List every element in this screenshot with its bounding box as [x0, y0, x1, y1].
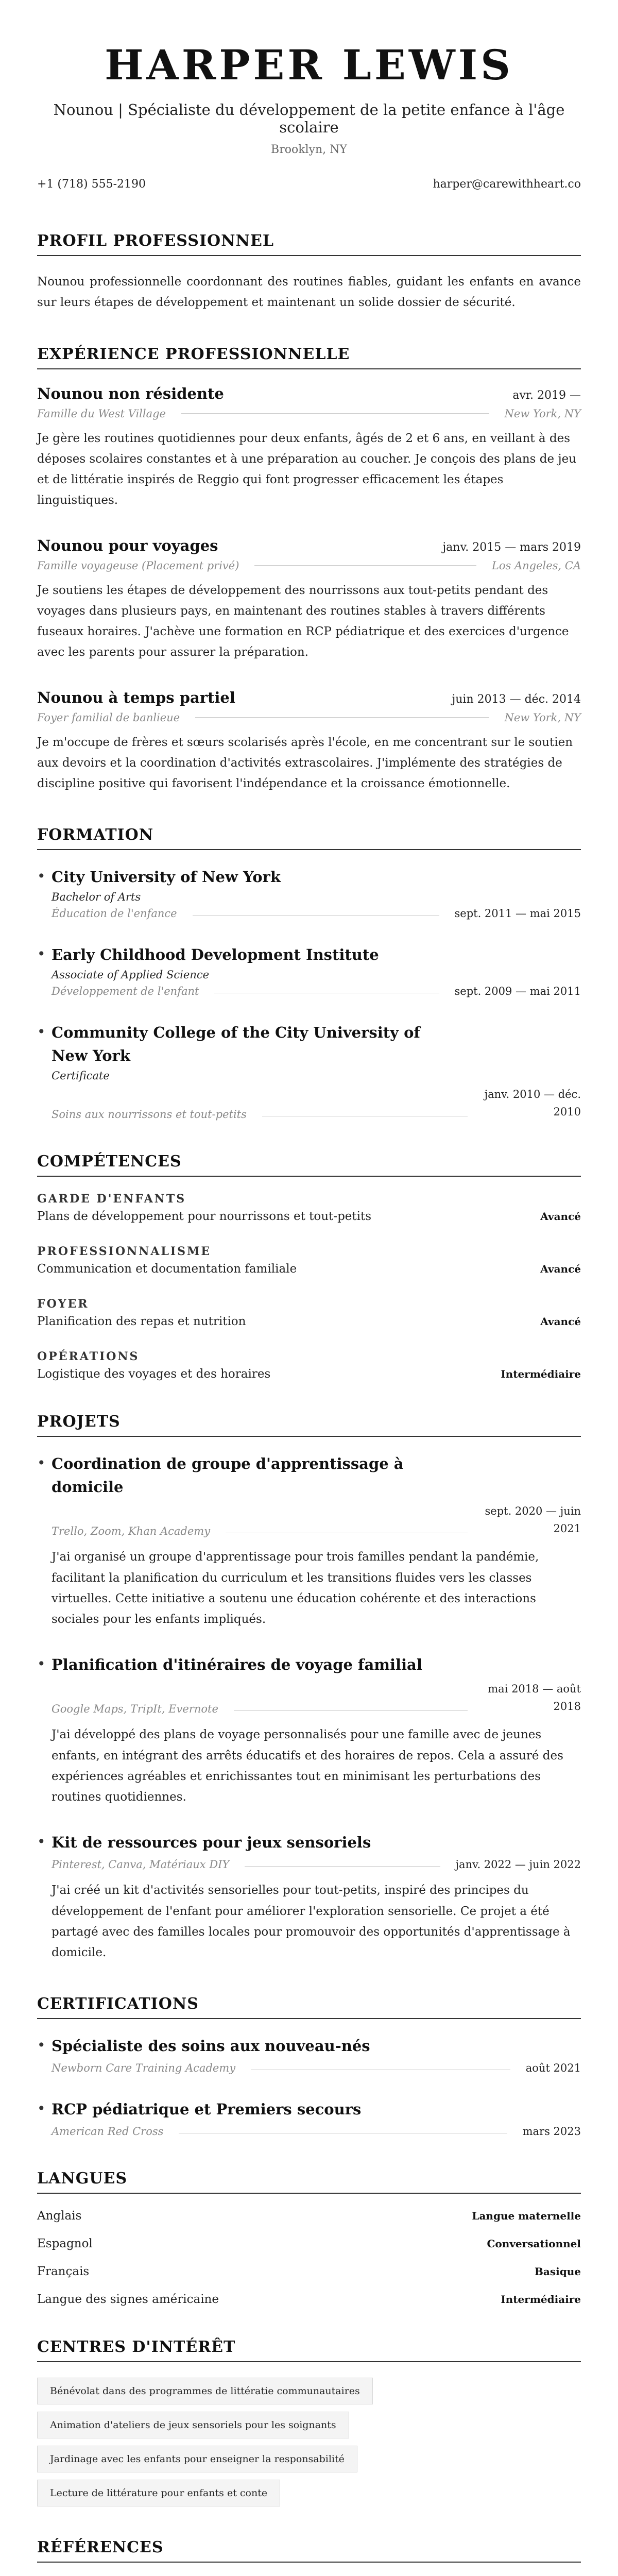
- candidate-subtitle: Nounou | Spécialiste du développement de la petite enfance à l'âge scolaire: [53, 101, 565, 136]
- school-name: • Community College of the City University of New York: [52, 1024, 420, 1065]
- certification-entry: [37, 2035, 581, 2074]
- field-of-study: Développement de l'enfant: [52, 985, 199, 998]
- summary-text: Nounou professionnelle coordonnant des routines fiables, guidant les enfants en avance sur leurs étapes de développement et maintenant un solide dossier de sécurité.: [37, 275, 581, 310]
- job-location: New York, NY: [504, 407, 581, 420]
- employer-name: Famille voyageuse (Placement privé): [37, 559, 239, 572]
- employer-name: Famille du West Village: [37, 407, 166, 420]
- job-dates: avr. 2019 —: [512, 388, 581, 402]
- skills-list: [37, 1192, 581, 1381]
- certification-name: • RCP pédiatrique et Premiers secours: [52, 2100, 362, 2119]
- project-tools: Google Maps, TripIt, Evernote: [52, 1703, 218, 1716]
- interests-list: [37, 2378, 581, 2506]
- field-of-study: Éducation de l'enfance: [52, 907, 177, 920]
- certification-name: • Spécialiste des soins aux nouveau-nés: [52, 2037, 370, 2055]
- skill-category: FOYER: [37, 1297, 89, 1311]
- project-description: J'ai développé des plans de voyage personnalisés pour une famille avec de jeunes enfants, en intégrant des arrêts éducatifs et des horaires de repos. Cela a assuré des expériences agréables et enrichissantes tout en minimisant les perturbations des routines quotidiennes.: [52, 1728, 563, 1804]
- education-dates: sept. 2009 — mai 2011: [454, 985, 581, 998]
- experience-entry: [37, 537, 581, 663]
- project-description: J'ai créé un kit d'activités sensorielles pour tout-petits, inspiré des principes du développement de l'enfant pour améliorer l'exploration sensorielle. Ce projet a été partagé avec des familles locales pour promouvoir des opportunités d'apprentissage à domicile.: [52, 1884, 571, 1960]
- email-address[interactable]: harper@carewithheart.co: [433, 178, 581, 191]
- skill-name: Planification des repas et nutrition: [37, 1315, 246, 1329]
- education-section-title: FORMATION: [37, 826, 581, 850]
- skill-group: [37, 1350, 581, 1381]
- skills-section-title: COMPÉTENCES: [37, 1153, 581, 1177]
- project-entry: [37, 1452, 581, 1630]
- skill-category: PROFESSIONNALISME: [37, 1245, 212, 1259]
- experience-entry: [37, 385, 581, 511]
- phone-number[interactable]: +1 (718) 555-2190: [37, 178, 146, 191]
- skill-category: GARDE D'ENFANTS: [37, 1192, 186, 1206]
- project-dates: sept. 2020 — juin 2021: [485, 1505, 581, 1535]
- language-level: Langue maternelle: [472, 2210, 581, 2223]
- project-tools: Trello, Zoom, Khan Academy: [52, 1525, 211, 1538]
- language-level: Conversationnel: [487, 2238, 581, 2250]
- job-title: Nounou non résidente: [37, 384, 224, 402]
- interest-tag: Bénévolat dans des programmes de littératie communautaires: [37, 2378, 373, 2404]
- skill-group: [37, 1192, 581, 1223]
- resume-header: [37, 0, 581, 156]
- certifications-list: [37, 2035, 581, 2138]
- project-name: • Coordination de groupe d'apprentissage à domicile: [52, 1455, 404, 1496]
- job-location: Los Angeles, CA: [491, 559, 581, 572]
- candidate-name: HARPER LEWIS: [105, 41, 513, 89]
- experience-list: [37, 385, 581, 794]
- certification-issuer: Newborn Care Training Academy: [52, 2062, 236, 2075]
- divider-line: [254, 565, 476, 566]
- divider-line: [181, 413, 489, 414]
- divider-line: [195, 717, 489, 718]
- language-row: [37, 2265, 581, 2278]
- job-dates: janv. 2015 — mars 2019: [442, 540, 581, 554]
- field-of-study: Soins aux nourrissons et tout-petits: [52, 1108, 247, 1121]
- languages-section-title: LANGUES: [37, 2170, 581, 2194]
- education-dates: janv. 2010 — déc. 2010: [484, 1088, 581, 1118]
- certification-issuer: American Red Cross: [52, 2125, 164, 2138]
- skill-name: Communication et documentation familiale: [37, 1262, 297, 1276]
- experience-section-title: EXPÉRIENCE PROFESSIONNELLE: [37, 345, 581, 369]
- degree-name: Associate of Applied Science: [52, 969, 210, 981]
- skill-level: Avancé: [540, 1210, 581, 1223]
- job-title: Nounou à temps partiel: [37, 688, 235, 706]
- project-description: J'ai organisé un groupe d'apprentissage pour trois familles pendant la pandémie, facilitant la planification du curriculum et les transitions fluides vers les classes virtuelles. Cette initiative a soutenu une éducation cohérente et des interactions sociales pour les enfants impliqués.: [52, 1550, 539, 1626]
- skill-group: [37, 1297, 581, 1328]
- interest-tag: Animation d'ateliers de jeux sensoriels pour les soignants: [37, 2412, 349, 2438]
- project-entry: [37, 1653, 581, 1807]
- project-tools: Pinterest, Canva, Matériaux DIY: [52, 1858, 230, 1871]
- language-name: Français: [37, 2265, 90, 2279]
- degree-name: Certificate: [52, 1070, 110, 1082]
- projects-list: [37, 1452, 581, 1963]
- projects-section-title: PROJETS: [37, 1413, 581, 1437]
- language-row: [37, 2209, 581, 2223]
- education-entry: [37, 866, 581, 920]
- project-entry: [37, 1831, 581, 1963]
- certification-entry: [37, 2098, 581, 2138]
- references-section-title: RÉFÉRENCES: [37, 2538, 581, 2563]
- degree-name: Bachelor of Arts: [52, 891, 141, 904]
- education-dates: sept. 2011 — mai 2015: [454, 907, 581, 920]
- skill-group: [37, 1245, 581, 1276]
- education-entry: [37, 1021, 581, 1121]
- job-title: Nounou pour voyages: [37, 536, 218, 554]
- certifications-section-title: CERTIFICATIONS: [37, 1995, 581, 2019]
- project-dates: mai 2018 — août 2018: [488, 1683, 581, 1713]
- language-name: Espagnol: [37, 2237, 93, 2251]
- contact-bar: [37, 178, 581, 191]
- skill-level: Avancé: [540, 1315, 581, 1328]
- language-name: Anglais: [37, 2209, 82, 2223]
- skill-name: Logistique des voyages et des horaires: [37, 1367, 271, 1381]
- skill-level: Intermédiaire: [501, 1368, 581, 1381]
- interest-tag: Jardinage avec les enfants pour enseigner la responsabilité: [37, 2446, 357, 2472]
- language-name: Langue des signes américaine: [37, 2293, 219, 2307]
- candidate-location: Brooklyn, NY: [271, 143, 347, 156]
- summary-section-title: PROFIL PROFESSIONNEL: [37, 232, 581, 256]
- language-level: Intermédiaire: [501, 2293, 581, 2306]
- project-name: • Planification d'itinéraires de voyage familial: [52, 1656, 422, 1674]
- certification-date: août 2021: [525, 2062, 581, 2075]
- languages-list: [37, 2209, 581, 2306]
- school-name: • Early Childhood Development Institute: [52, 946, 379, 964]
- certification-date: mars 2023: [522, 2125, 581, 2138]
- divider-line: [245, 1866, 440, 1867]
- job-location: New York, NY: [504, 711, 581, 724]
- skill-name: Plans de développement pour nourrissons et tout-petits: [37, 1210, 372, 1224]
- language-row: [37, 2237, 581, 2250]
- divider-line: [234, 1710, 468, 1711]
- language-row: [37, 2293, 581, 2306]
- interests-section-title: CENTRES D'INTÉRÊT: [37, 2338, 581, 2362]
- interest-tag: Lecture de littérature pour enfants et conte: [37, 2480, 280, 2506]
- job-description: Je gère les routines quotidiennes pour deux enfants, âgés de 2 et 6 ans, en veillant à des déposes scolaires constantes et à une préparation au coucher. Je conçois des plans de jeu et de littératie inspirés de Reggio qui font progresser efficacement les étapes linguistiques.: [37, 431, 576, 507]
- skill-level: Avancé: [540, 1263, 581, 1276]
- divider-line: [193, 915, 439, 916]
- education-entry: [37, 943, 581, 997]
- project-dates: janv. 2022 — juin 2022: [455, 1858, 581, 1871]
- employer-name: Foyer familial de banlieue: [37, 711, 180, 724]
- language-level: Basique: [535, 2265, 581, 2278]
- job-description: Je soutiens les étapes de développement des nourrissons aux tout-petits pendant des voyages dans plusieurs pays, en maintenant des routines stables à travers différents fuseaux horaires. J'achève une formation en RCP pédiatrique et des exercices d'urgence avec les parents pour assurer la préparation.: [37, 583, 569, 659]
- skill-category: OPÉRATIONS: [37, 1350, 140, 1364]
- project-name: • Kit de ressources pour jeux sensoriels: [52, 1834, 371, 1852]
- experience-entry: [37, 689, 581, 794]
- job-description: Je m'occupe de frères et sœurs scolarisés après l'école, en me concentrant sur le soutien aux devoirs et la coordination d'activités extrascolaires. J'implémente des stratégies de discipline positive qui favorisent l'indépendance et la croissance émotionnelle.: [37, 735, 573, 790]
- education-list: [37, 866, 581, 1121]
- job-dates: juin 2013 — déc. 2014: [452, 692, 581, 706]
- school-name: • City University of New York: [52, 868, 281, 886]
